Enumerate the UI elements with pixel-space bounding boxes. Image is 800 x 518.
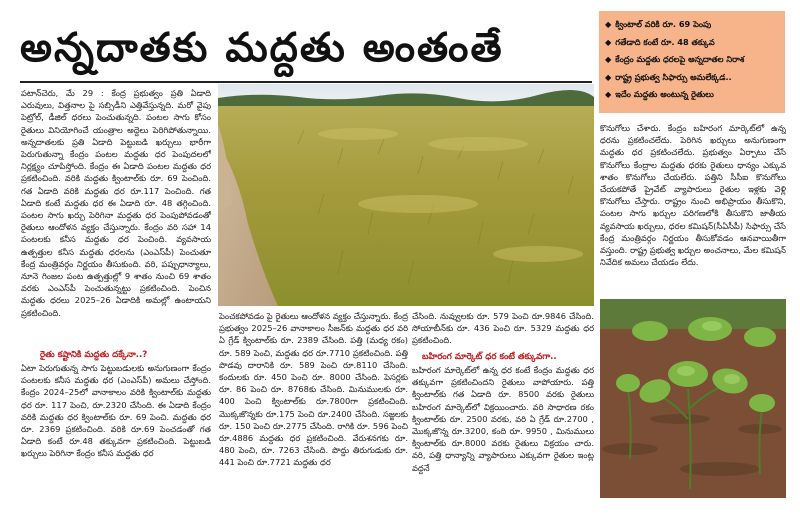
bullet-icon: ◆ [605, 36, 612, 47]
subheading-market-price: బహిరంగ మార్కెట్ ధర కంటే తక్కువగా.. [422, 352, 557, 362]
article-column-1: పటాన్‌చెరు, మే 29 : కేంద్ర ప్రభుత్వం ప్రతి ఏడాది ఎరువులు, విత్తనాల పై సబ్సిడీని ఎత్తివేస్తున్నది. మరో వైపు పెట్రోల్, డీజిల్ ధరలు పెంచుతున్నది. పంటల సాగు కోసం రైతులు వినియోగించే యంత్రాల అద్దెలు పెరిగిపోతున్నాయి. అన్నదాతలకు ప్రతి ఏడాది పెట్టుబడి ఖర్చులు భారీగా పెరుగుతున్నా కేంద్రం పంటల మద్దతు ధర పెంపుదలలో నిర్లక్ష్యం చూపిస్తోంది. కేంద్రం ఈ ఏడాది పంటల మద్దతు ధర ప్రకటించింది. వరికి మద్దతు క్వింటాల్‌కు రూ. 69 పెంచింది. గత ఏడాది వరికి మద్దతు ధర రూ.117 పెంచింది. గత ఏడాది కంటే మద్దతు ధర ఈ ఏడాది రూ. 48 తగ్గించింది. పంటల సాగు ఖర్చు పెరిగినా మద్దతు ధర పెంపుపోవడంతో రైతులు ఆందోళన వ్యక్తం చేస్తున్నారు. కేంద్రం వరి సహా 14 పంటలకు కనీస మద్దతు ధర పెంచింది. వ్యవసాయ ఉత్పత్తుల కనీస మద్దతు ధరలను (ఎంఎస్‌పీ) పెంచుతూ కేంద్ర మంత్రివర్గం నిర్ణయం తీసుకుంది. వరి, పప్పుధాన్యాలు, నూనె గింజల పంట ఉత్పత్తుల్లో 9 శాతం నుంచి 69 శాతం వరకు ఎంఎస్‌పీ పెంచుతున్నట్టు ప్రకటించింది. పెంచిన మద్దతు ధరలు 2025–26 ఏడాదికి అమల్లో ఉంటాయని ప్రకటించింది. [21, 88, 211, 318]
article-column-3: చేసింది. నువ్వులకు రూ. 579 పెంచి రూ.9846 చేసింది. సోయాబీన్‌కు రూ. 436 పెంచి రూ. 5329 మద్దతు ధర ప్రకటించింది. [412, 311, 594, 346]
article-column-2: పెంచకపోవడం పై రైతులు ఆందోళన వ్యక్తం చేస్తున్నారు. కేంద్ర ప్రభుత్వం 2025–26 వానాకాలం సీజన్‌కు మద్దతు ధర వరి ఏ గ్రేడ్ క్వింటాల్‌కు రూ. 2389 చేసింది. పత్తి (మధ్య రకం) రూ. 589 పెంచి, మద్దతు ధర రూ.7710 ప్రకటించింది. పత్తి పొడవు దారానికి రూ. 589 పెంచి రూ.8110 చేసింది. కందులకు రూ. 450 పెంచి రూ. 8000 చేసింది. పెసర్లకు రూ. 86 పెంచి రూ. 8768కు చేసింది. మినుములకు రూ. 400 పెంచి క్వింటాల్‌కు రూ.7800గా ప్రకటించింది. మొక్కజొన్నకు రూ.175 పెంచి రూ.2400 చేసింది. సజ్జలకు రూ. 150 పెంచి రూ.2775 చేసింది. రాగికి రూ. 596 పెంచి రూ.4886 మద్దతు ధర ప్రకటించింది. వేరుశనగకు రూ. 480 పెంచి, రూ. 7263 చేసింది. పొద్దు తిరుగుడుకు రూ. 441 పెంచి రూ.7721 మద్దతు ధర [219, 311, 408, 468]
bullet-icon: ◆ [605, 71, 612, 82]
headline: అన్నదాతకు మద్దతు అంతంతే [20, 25, 504, 71]
article-column-4: కొనుగోలు చేశారు. కేంద్రం బహిరంగ మార్కెట్‌లో ఉన్న ధరను ప్రకటించలేదు. పెరిగిన ఖర్చులు అనుగుణంగా మద్దతు ధర ప్రకటించలేదు. ప్రభుత్వం ఏర్పాటు చేసే కొనుగోలు కేంద్రాల మద్దతు ధరకు రైతులు ధాన్యం ఎక్కువ శాతం కొనుగోలు చేయలేరు. పత్తిని సీసీఐ కొనుగోలు చేయకపోతే ప్రైవేట్ వ్యాపారులు రైతుల ఇళ్లకు వెళ్లి కొనుగోలు చేస్తారు. రాష్ట్రం నుంచి అభిప్రాయం తీసుకొని, పంటల సాగు ఖర్చుల పరిగణలోకి తీసుకొని జాతీయ వ్యవసాయ ఖర్చులు, ధరల కమిషన్(సీఏసీపీ) సిఫార్సు చేసే కేంద్ర మంత్రివర్గం నిర్ణయం తీసుకోవడం ఆనవాయితీగా వస్తుంది. రాష్ట్ర ప్రభుత్వ ఖర్చుల అంచనాలు, మేల కమిషన్ నివేదిక అమలు చేయడం లేదు. [600, 123, 786, 268]
highlight-item: ◆ గతేడాది కంటే రూ. 48 తక్కువ [605, 36, 715, 47]
bullet-icon: ◆ [605, 54, 612, 64]
highlight-item: ◆ ఇదేం మద్దతు అంటున్న రైతులు [605, 89, 714, 99]
bullet-icon: ◆ [605, 89, 612, 99]
cotton-plant-photo [600, 299, 786, 498]
highlight-item: ◆ కేంద్రం మద్దతు ధరలపై అన్నదాతల నిరాశ [605, 54, 745, 64]
article-column-1b: ఏటా పెరుగుతున్న సాగు పెట్టుబడులకు అనుగుణంగా కేంద్రం పంటలకు కనీస మద్దతు ధర (ఎంఎస్‌పీ) అమలు చేస్తోంది. కేంద్రం 2024–25లో వానాకాలం వరికి క్వింటాల్‌కు మద్దతు ధర రూ. 117 పెంచి, రూ.2320 చేసింది. ఈ ఏడాది కేంద్రం వరికి మద్దతు ధర క్వింటాల్‌కు రూ. 69 పెంచి. మద్దతు ధర రూ. 2369 ప్రకటించింది. వరికి రూ.69 పెంచడంతో గత ఏడాది కంటే రూ.48 తక్కువగా ప్రకటించింది. పెట్టుబడి ఖర్చులు పెరిగినా కేంద్రం కనీస మద్దతు ధర [21, 363, 211, 459]
highlight-item: ◆ క్వింటాల్ వరికి రూ. 69 పెంపు [605, 19, 712, 29]
article-column-3b: బహిరంగ మార్కెట్‌లో ఉన్న ధర కంటే కేంద్రం మద్దతు ధర తక్కువగా ప్రకటించిందని రైతులు వాపోయారు. పత్తి క్వింటాల్‌కు గత ఏడాది రూ. 8500 వరకు రైతులు బహిరంగ మార్కెట్‌లో విక్రయించారు. వరి సాధారణ రకం క్వింటాల్‌కు రూ. 2500 వరకు, వరి ఏ గ్రేడ్ రూ.2700 , మొక్కజొన్న రూ.3200, కంది రూ. 9950 , మినుములు క్వింటాల్‌కు రూ.8000 వరకు రైతులు విక్రయం చారు. వరి, పత్తి ధాన్యాన్ని వ్యాపారులు ఎక్కువగా రైతుల ఇంట్ల వద్దనే [412, 365, 594, 473]
paddy-field-photo [218, 84, 594, 306]
highlight-item: ◆ రాష్ట్ర ప్రభుత్వ సిఫార్సు అమలేక్కడ.. [605, 71, 732, 82]
headline-rule [20, 81, 592, 83]
subheading-farmer-support: రైతు కష్టానికి మద్దతు దక్కేనా..? [40, 350, 148, 360]
bullet-icon: ◆ [605, 19, 612, 29]
highlights-box [599, 11, 785, 113]
